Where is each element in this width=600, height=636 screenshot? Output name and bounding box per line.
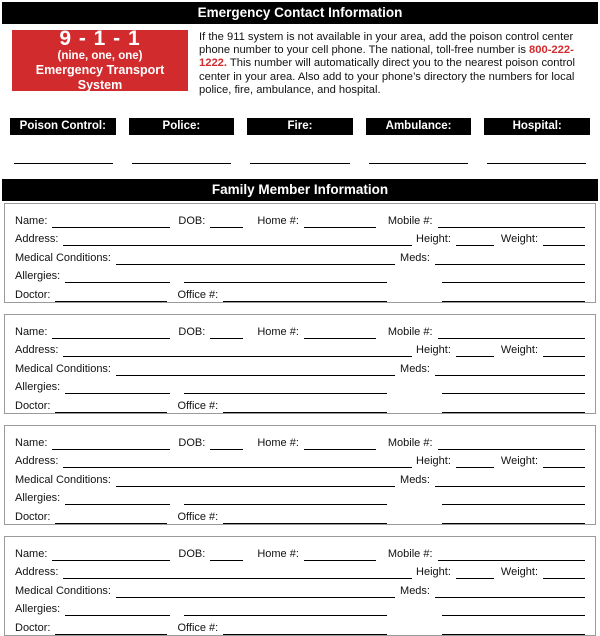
family-member-block-1 — [4, 203, 596, 303]
allergies-continued-blank-line — [184, 381, 387, 394]
weight-blank-line — [543, 344, 585, 357]
family-member-block-4 — [4, 536, 596, 636]
office-phone-label: Office #: — [177, 288, 219, 301]
mobile-phone-blank-line — [438, 548, 585, 561]
row-address-height-weight — [15, 228, 585, 247]
address-label: Address: — [15, 344, 59, 357]
meds-blank-line — [435, 585, 585, 598]
allergies-label: Allergies: — [15, 270, 61, 283]
dob-label: DOB: — [178, 436, 206, 449]
dob-label: DOB: — [178, 325, 206, 338]
medical-conditions-blank-line — [116, 363, 395, 376]
row-allergies — [15, 487, 585, 506]
contact-label-poison-control: Poison Control: — [10, 118, 116, 135]
office-phone-blank-line — [223, 622, 387, 635]
meds-continued-blank-line-2 — [442, 289, 585, 302]
poison-control-instructions — [199, 30, 588, 97]
dob-blank-line — [210, 437, 243, 450]
meds-label: Meds: — [400, 362, 430, 375]
home-phone-label: Home #: — [257, 436, 299, 449]
office-phone-blank-line — [223, 289, 387, 302]
section-title-emergency-contact: Emergency Contact Information — [2, 2, 598, 24]
row-medical-meds — [15, 468, 585, 487]
row-address-height-weight — [15, 339, 585, 358]
allergies-blank-line — [65, 381, 170, 394]
home-phone-blank-line — [304, 215, 376, 228]
allergies-label: Allergies: — [15, 381, 61, 394]
poison-control-phone-number: 800-222-1222. — [199, 44, 574, 70]
intro-row — [12, 27, 588, 97]
allergies-continued-blank-line — [184, 603, 387, 616]
contact-label-hospital: Hospital: — [484, 118, 590, 135]
office-phone-blank-line — [223, 400, 387, 413]
address-blank-line — [63, 455, 412, 468]
weight-blank-line — [543, 233, 585, 246]
row-allergies — [15, 265, 585, 284]
weight-label: Weight: — [500, 344, 538, 357]
name-blank-line — [52, 215, 170, 228]
family-member-blocks — [4, 203, 596, 636]
meds-continued-blank-line-2 — [442, 400, 585, 413]
medical-conditions-blank-line — [116, 252, 395, 265]
row-name-dob-phones — [15, 320, 585, 339]
row-doctor-office — [15, 616, 585, 635]
weight-blank-line — [543, 566, 585, 579]
weight-blank-line — [543, 455, 585, 468]
poison-control-blank-line — [14, 162, 113, 164]
home-phone-label: Home #: — [257, 547, 299, 560]
meds-continued-blank-line-2 — [442, 511, 585, 524]
doctor-blank-line — [55, 511, 167, 524]
weight-label: Weight: — [500, 455, 538, 468]
contact-label-police: Police: — [129, 118, 235, 135]
mobile-phone-label: Mobile #: — [387, 547, 433, 560]
mobile-phone-blank-line — [438, 437, 585, 450]
mobile-phone-blank-line — [438, 215, 585, 228]
home-phone-blank-line — [304, 437, 376, 450]
ambulance-blank-line — [369, 162, 468, 164]
allergies-blank-line — [65, 270, 170, 283]
row-address-height-weight — [15, 450, 585, 469]
address-label: Address: — [15, 566, 59, 579]
office-phone-label: Office #: — [177, 399, 219, 412]
mobile-phone-label: Mobile #: — [387, 325, 433, 338]
row-name-dob-phones — [15, 209, 585, 228]
meds-continued-blank-line-1 — [442, 603, 585, 616]
meds-continued-blank-line-1 — [442, 381, 585, 394]
doctor-blank-line — [55, 622, 167, 635]
name-blank-line — [52, 437, 170, 450]
mobile-phone-label: Mobile #: — [387, 214, 433, 227]
meds-continued-blank-line-2 — [442, 622, 585, 635]
medical-conditions-label: Medical Conditions: — [15, 362, 111, 375]
home-phone-blank-line — [304, 326, 376, 339]
address-blank-line — [63, 233, 412, 246]
police-blank-line — [132, 162, 231, 164]
911-number: 9 - 1 - 1 — [59, 27, 141, 50]
home-phone-label: Home #: — [257, 325, 299, 338]
doctor-label: Doctor: — [15, 288, 51, 301]
name-blank-line — [52, 548, 170, 561]
instructions-text-before: If the 911 system is not available in your area, add the poison control center phone number to your cell phone. The national, toll-free number is — [199, 31, 574, 57]
medical-conditions-label: Medical Conditions: — [15, 251, 111, 264]
allergies-continued-blank-line — [184, 492, 387, 505]
meds-label: Meds: — [400, 251, 430, 264]
dob-label: DOB: — [178, 547, 206, 560]
row-medical-meds — [15, 246, 585, 265]
office-phone-label: Office #: — [177, 510, 219, 523]
address-blank-line — [63, 566, 412, 579]
height-label: Height: — [416, 233, 451, 246]
row-allergies — [15, 598, 585, 617]
hospital-blank-line — [487, 162, 586, 164]
911-panel — [12, 27, 188, 92]
office-phone-blank-line — [223, 511, 387, 524]
address-blank-line — [63, 344, 412, 357]
911-phonetic: (nine, one, one) — [57, 50, 143, 62]
instructions-text-after: This number will automatically direct you to the nearest poison control center in your area. Also add to your phone’s directory the numbers for local police, fire, ambulance, and hospital. — [199, 57, 576, 96]
height-label: Height: — [416, 566, 451, 579]
medical-conditions-blank-line — [116, 474, 395, 487]
dob-blank-line — [210, 215, 243, 228]
doctor-blank-line — [55, 400, 167, 413]
height-blank-line — [456, 233, 494, 246]
row-name-dob-phones — [15, 542, 585, 561]
allergies-continued-blank-line — [184, 270, 387, 283]
doctor-label: Doctor: — [15, 399, 51, 412]
height-blank-line — [456, 566, 494, 579]
meds-label: Meds: — [400, 473, 430, 486]
medical-conditions-label: Medical Conditions: — [15, 584, 111, 597]
allergies-label: Allergies: — [15, 603, 61, 616]
meds-blank-line — [435, 252, 585, 265]
meds-label: Meds: — [400, 584, 430, 597]
medical-conditions-blank-line — [116, 585, 395, 598]
row-doctor-office — [15, 283, 585, 302]
doctor-blank-line — [55, 289, 167, 302]
address-label: Address: — [15, 455, 59, 468]
dob-blank-line — [210, 326, 243, 339]
family-member-block-3 — [4, 425, 596, 525]
911-system-name: Emergency Transport System — [35, 63, 165, 92]
contact-labels-row — [10, 118, 590, 135]
allergies-label: Allergies: — [15, 492, 61, 505]
meds-blank-line — [435, 363, 585, 376]
contact-label-fire: Fire: — [247, 118, 353, 135]
weight-label: Weight: — [500, 233, 538, 246]
meds-blank-line — [435, 474, 585, 487]
doctor-label: Doctor: — [15, 621, 51, 634]
home-phone-label: Home #: — [257, 214, 299, 227]
fire-blank-line — [250, 162, 349, 164]
name-label: Name: — [15, 325, 48, 338]
doctor-label: Doctor: — [15, 510, 51, 523]
medical-conditions-label: Medical Conditions: — [15, 473, 111, 486]
dob-blank-line — [210, 548, 243, 561]
row-address-height-weight — [15, 561, 585, 580]
dob-label: DOB: — [178, 214, 206, 227]
name-label: Name: — [15, 436, 48, 449]
row-medical-meds — [15, 357, 585, 376]
name-label: Name: — [15, 547, 48, 560]
height-label: Height: — [416, 344, 451, 357]
row-doctor-office — [15, 394, 585, 413]
row-allergies — [15, 376, 585, 395]
section-title-family-member: Family Member Information — [2, 179, 598, 201]
address-label: Address: — [15, 233, 59, 246]
meds-continued-blank-line-1 — [442, 270, 585, 283]
contact-blank-lines-row — [14, 162, 586, 164]
weight-label: Weight: — [500, 566, 538, 579]
name-blank-line — [52, 326, 170, 339]
allergies-blank-line — [65, 603, 170, 616]
mobile-phone-blank-line — [438, 326, 585, 339]
mobile-phone-label: Mobile #: — [387, 436, 433, 449]
family-member-block-2 — [4, 314, 596, 414]
height-blank-line — [456, 344, 494, 357]
row-name-dob-phones — [15, 431, 585, 450]
meds-continued-blank-line-1 — [442, 492, 585, 505]
allergies-blank-line — [65, 492, 170, 505]
row-medical-meds — [15, 579, 585, 598]
contact-label-ambulance: Ambulance: — [366, 118, 472, 135]
name-label: Name: — [15, 214, 48, 227]
row-doctor-office — [15, 505, 585, 524]
height-blank-line — [456, 455, 494, 468]
home-phone-blank-line — [304, 548, 376, 561]
height-label: Height: — [416, 455, 451, 468]
office-phone-label: Office #: — [177, 621, 219, 634]
